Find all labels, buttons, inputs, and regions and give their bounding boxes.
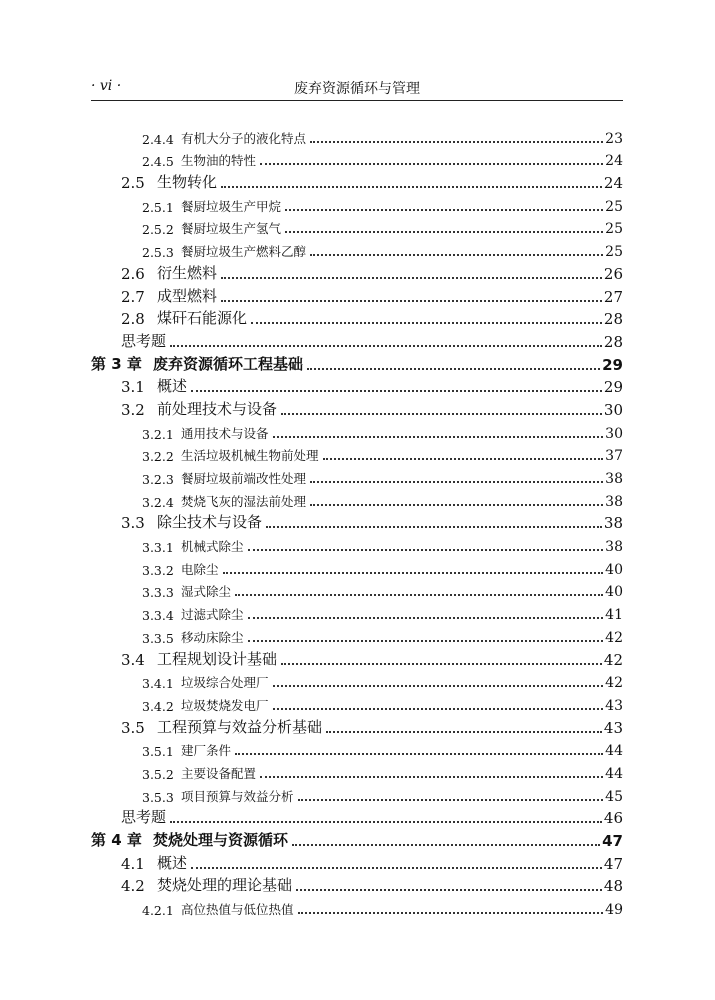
toc-entry-number: 3.3.3 xyxy=(142,585,174,601)
toc-entry-number: 2.5.1 xyxy=(142,199,174,215)
toc-entry-number: 3.5.1 xyxy=(142,744,174,760)
toc-entry-title: 建厂条件 xyxy=(181,743,232,759)
toc-entry-title: 电除尘 xyxy=(181,561,219,577)
dot-leader xyxy=(251,322,602,324)
toc-entry-page: 37 xyxy=(605,448,623,465)
toc-entry-page: 40 xyxy=(605,561,623,578)
toc-entry-title: 项目预算与效益分析 xyxy=(181,788,294,804)
toc-entry-number: 3.2.2 xyxy=(142,449,174,465)
toc-entry[interactable] xyxy=(91,215,623,238)
toc-entry-number: 3.5.2 xyxy=(142,766,174,782)
toc-entry-page: 25 xyxy=(605,244,623,261)
toc-entry[interactable] xyxy=(91,124,623,147)
toc-entry-page: 49 xyxy=(605,902,623,919)
dot-leader xyxy=(310,504,603,506)
toc-entry-page: 44 xyxy=(605,765,623,782)
toc-entry-title: 成型燃料 xyxy=(157,286,218,305)
toc-entry-number: 3.4.2 xyxy=(142,698,174,714)
toc-entry-title: 生活垃圾机械生物前处理 xyxy=(181,448,319,464)
toc-entry-number: 3.4 xyxy=(121,650,145,669)
toc-entry-title: 焚烧飞灰的湿法前处理 xyxy=(181,493,307,509)
toc-entry-page: 30 xyxy=(603,400,623,419)
toc-entry[interactable] xyxy=(91,714,623,737)
toc-entry[interactable] xyxy=(91,147,623,170)
dot-leader xyxy=(248,617,604,619)
dot-leader xyxy=(273,436,604,438)
toc-entry-title: 前处理技术与设备 xyxy=(157,399,278,418)
toc-entry[interactable] xyxy=(91,782,623,805)
toc-entry-page: 42 xyxy=(603,650,623,669)
toc-entry-title: 概述 xyxy=(157,377,188,396)
toc-entry-title: 生物转化 xyxy=(157,173,218,192)
dot-leader xyxy=(285,231,603,233)
toc-entry-page: 27 xyxy=(603,287,623,306)
page-header xyxy=(91,78,623,101)
toc-entry-number: 4.2 xyxy=(121,877,145,896)
toc-entry-page: 47 xyxy=(603,854,623,873)
toc-entry[interactable] xyxy=(91,464,623,487)
toc-entry[interactable] xyxy=(91,510,623,533)
dot-leader xyxy=(191,867,602,869)
toc-entry[interactable] xyxy=(91,487,623,510)
toc-entry-number: 2.7 xyxy=(121,287,145,306)
toc-entry[interactable] xyxy=(91,260,623,283)
toc-entry-number: 4.2.1 xyxy=(142,903,174,919)
toc-entry[interactable] xyxy=(91,192,623,215)
toc-entry-title: 思考题 xyxy=(121,331,167,350)
page-number: · vi · xyxy=(91,78,122,94)
toc-entry-page: 29 xyxy=(603,378,623,397)
toc-entry-number: 3.2.4 xyxy=(142,494,174,510)
toc-entry-page: 43 xyxy=(603,718,623,737)
toc-entry[interactable] xyxy=(91,850,623,873)
toc-entry-page: 47 xyxy=(602,832,623,850)
toc-entry-number: 2.5 xyxy=(121,174,145,193)
toc-entry-title: 垃圾焚烧发电厂 xyxy=(181,697,269,713)
toc-entry[interactable] xyxy=(91,827,623,850)
dot-leader xyxy=(260,776,603,778)
toc-entry-page: 38 xyxy=(605,539,623,556)
toc-entry[interactable] xyxy=(91,396,623,419)
toc-entry-number: 第 4 章 xyxy=(91,831,142,849)
dot-leader xyxy=(281,663,602,665)
toc-entry-page: 24 xyxy=(603,174,623,193)
toc-entry-number: 3.2.3 xyxy=(142,472,174,487)
toc-entry-number: 3.3.2 xyxy=(142,562,174,578)
toc-entry[interactable] xyxy=(91,600,623,623)
toc-entry-page: 46 xyxy=(603,809,623,828)
dot-leader xyxy=(170,345,602,347)
toc-entry[interactable] xyxy=(91,237,623,260)
toc-entry-number: 2.6 xyxy=(121,264,145,283)
toc-entry-title: 高位热值与低位热值 xyxy=(181,902,294,918)
toc-entry-number: 2.5.3 xyxy=(142,245,174,261)
toc-entry-title: 餐厨垃圾生产燃料乙醇 xyxy=(181,244,307,260)
dot-leader xyxy=(323,458,604,460)
toc-entry-number: 第 3 章 xyxy=(91,354,142,373)
toc-entry-title: 餐厨垃圾生产氢气 xyxy=(181,221,282,237)
toc-entry-number: 3.3 xyxy=(121,514,145,533)
dot-leader xyxy=(307,368,600,370)
dot-leader xyxy=(248,549,604,551)
dot-leader xyxy=(266,526,602,528)
toc-entry-page: 25 xyxy=(605,221,623,238)
toc-entry-title: 概述 xyxy=(157,853,188,872)
toc-entry-number: 2.5.2 xyxy=(142,222,174,238)
toc-entry-title: 焚烧处理与资源循环 xyxy=(153,831,289,849)
dot-leader xyxy=(296,889,602,891)
toc-entry[interactable] xyxy=(91,895,623,918)
toc-entry-title: 餐厨垃圾前端改性处理 xyxy=(181,471,307,486)
toc-entry-page: 42 xyxy=(605,675,623,692)
toc-entry-page: 38 xyxy=(605,471,623,487)
dot-leader xyxy=(292,844,600,846)
toc-entry[interactable] xyxy=(91,419,623,442)
toc-entry-number: 3.1 xyxy=(121,378,145,397)
toc-entry-number: 3.5.3 xyxy=(142,789,174,805)
toc-entry-page: 44 xyxy=(605,743,623,760)
dot-leader xyxy=(170,821,602,823)
dot-leader xyxy=(221,300,602,302)
toc-entry-title: 除尘技术与设备 xyxy=(157,513,263,532)
toc-entry-number: 4.1 xyxy=(121,854,145,873)
dot-leader xyxy=(273,708,604,710)
dot-leader xyxy=(310,254,603,256)
toc-entry-title: 煤矸石能源化 xyxy=(157,309,248,328)
toc-entry-title: 湿式除尘 xyxy=(181,584,232,600)
toc-entry[interactable] xyxy=(91,737,623,760)
toc-entry-page: 43 xyxy=(605,697,623,714)
toc-entry[interactable] xyxy=(91,351,623,374)
dot-leader xyxy=(223,572,604,574)
toc-entry-page: 29 xyxy=(602,355,623,374)
toc-entry-number: 2.4.5 xyxy=(142,154,174,170)
dot-leader xyxy=(298,799,604,801)
dot-leader xyxy=(248,640,604,642)
toc-entry[interactable] xyxy=(91,306,623,329)
toc-entry[interactable] xyxy=(91,873,623,896)
toc-entry-title: 通用技术与设备 xyxy=(181,425,269,441)
dot-leader xyxy=(235,594,603,596)
toc-entry-page: 28 xyxy=(603,332,623,351)
toc-entry-number: 3.5 xyxy=(121,718,145,737)
toc-entry-number: 3.3.4 xyxy=(142,608,174,624)
toc-entry[interactable] xyxy=(91,374,623,397)
dot-leader xyxy=(326,731,602,733)
toc-entry[interactable] xyxy=(91,759,623,782)
running-title: 废弃资源循环与管理 xyxy=(294,81,420,97)
dot-leader xyxy=(285,209,603,211)
dot-leader xyxy=(191,390,602,392)
toc-entry-title: 过滤式除尘 xyxy=(181,607,244,623)
dot-leader xyxy=(310,481,603,483)
toc-entry-title: 餐厨垃圾生产甲烷 xyxy=(181,198,282,214)
toc-entry-title: 焚烧处理的理论基础 xyxy=(157,876,293,895)
toc-entry-page: 38 xyxy=(603,514,623,533)
dot-leader xyxy=(273,685,604,687)
toc-entry[interactable] xyxy=(91,623,623,646)
toc-entry[interactable] xyxy=(91,578,623,601)
toc-entry[interactable] xyxy=(91,691,623,714)
toc-entry-title: 衍生燃料 xyxy=(157,263,218,282)
toc-entry-title: 垃圾综合处理厂 xyxy=(181,675,269,691)
dot-leader xyxy=(260,163,603,165)
toc-entry-page: 24 xyxy=(605,153,623,170)
toc-entry-page: 38 xyxy=(605,493,623,510)
dot-leader xyxy=(221,277,602,279)
toc-entry[interactable] xyxy=(91,283,623,306)
toc-entry-page: 48 xyxy=(603,877,623,896)
toc-entry-page: 45 xyxy=(605,788,623,805)
toc-entry-title: 思考题 xyxy=(121,808,167,827)
toc-entry-title: 工程规划设计基础 xyxy=(157,649,278,668)
dot-leader xyxy=(221,186,602,188)
toc-entry-page: 30 xyxy=(605,425,623,442)
toc-entry-page: 40 xyxy=(605,584,623,601)
toc-entry-page: 26 xyxy=(603,264,623,283)
toc-entry-number: 3.3.5 xyxy=(142,630,174,646)
dot-leader xyxy=(298,912,604,914)
toc-entry[interactable] xyxy=(91,646,623,669)
toc-entry-number: 3.4.1 xyxy=(142,676,174,692)
toc-entry-title: 生物油的特性 xyxy=(181,153,257,169)
toc-entry-page: 28 xyxy=(603,310,623,329)
toc-entry-number: 3.2 xyxy=(121,400,145,419)
toc-entry-title: 废弃资源循环工程基础 xyxy=(153,354,304,373)
table-of-contents xyxy=(91,124,623,918)
toc-entry-title: 机械式除尘 xyxy=(181,539,244,555)
toc-entry-number: 3.2.1 xyxy=(142,426,174,442)
toc-entry-title: 工程预算与效益分析基础 xyxy=(157,717,323,736)
toc-entry-title: 有机大分子的液化特点 xyxy=(181,130,307,146)
toc-entry-title: 移动床除尘 xyxy=(181,629,244,645)
toc-entry-number: 3.3.1 xyxy=(142,540,174,556)
toc-entry-number: 2.4.4 xyxy=(142,131,174,147)
dot-leader xyxy=(281,413,602,415)
dot-leader xyxy=(235,753,603,755)
toc-entry-page: 23 xyxy=(605,130,623,147)
toc-entry[interactable] xyxy=(91,532,623,555)
toc-entry-page: 41 xyxy=(605,607,623,624)
dot-leader xyxy=(310,141,603,143)
toc-entry-page: 42 xyxy=(605,629,623,646)
toc-entry-number: 2.8 xyxy=(121,310,145,329)
toc-entry[interactable] xyxy=(91,669,623,692)
toc-entry[interactable] xyxy=(91,328,623,351)
toc-entry[interactable] xyxy=(91,442,623,465)
toc-entry-title: 主要设备配置 xyxy=(181,765,257,781)
toc-entry[interactable] xyxy=(91,805,623,828)
toc-entry[interactable] xyxy=(91,169,623,192)
toc-entry[interactable] xyxy=(91,555,623,578)
toc-entry-page: 25 xyxy=(605,198,623,215)
